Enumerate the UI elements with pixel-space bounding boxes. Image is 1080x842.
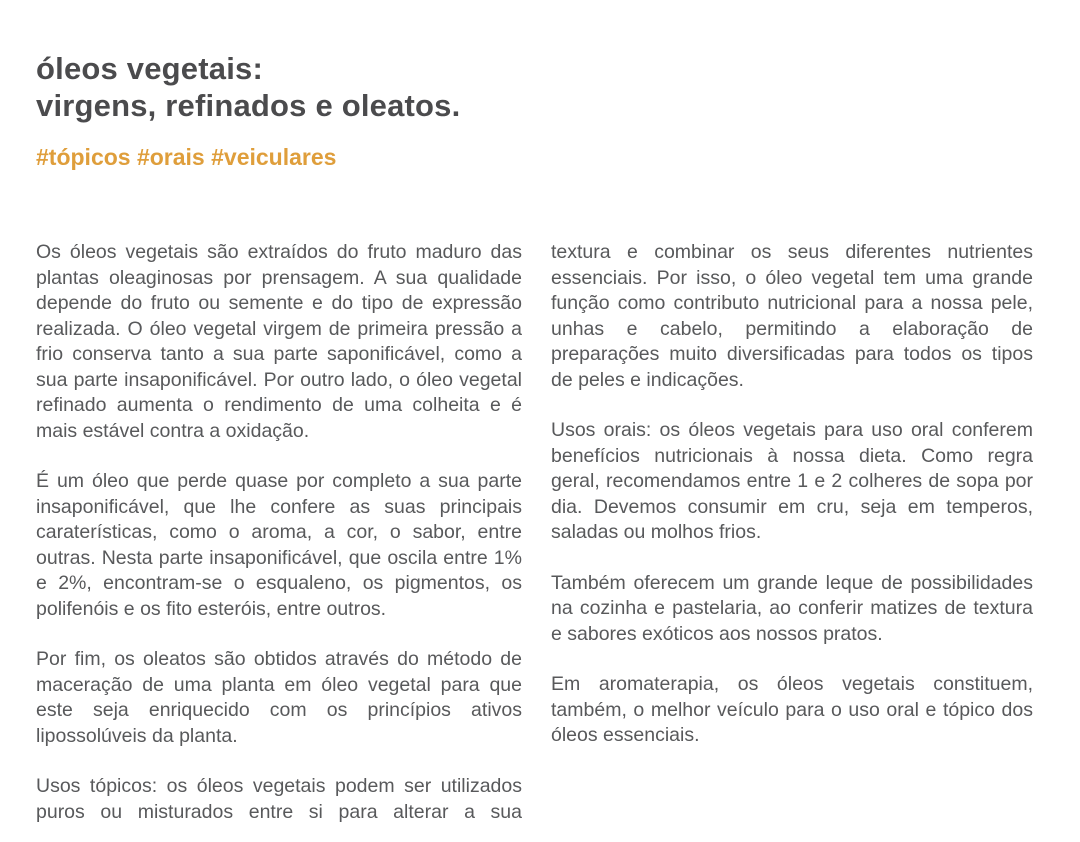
paragraph-usos-orais: Usos orais: os óleos vegetais para uso oral conferem benefícios nutricionais à nossa dieta. Como regra geral, recomendamos entre 1 e 2 colheres de sopa por dia. Devemos consumir em cru, seja em temperos, saladas ou molhos frios. bbox=[551, 419, 1033, 543]
paragraph-usos-topicos: Usos tópicos: os óleos vegetais podem ser utilizados puros ou misturados entre si para alterar a sua bbox=[36, 775, 522, 823]
paragraph-oleatos: Por fim, os oleatos são obtidos através do método de maceração de uma planta em óleo vegetal para que este seja enriquecido com os princípios ativos lipossolúveis da planta. bbox=[36, 648, 522, 747]
right-column bbox=[551, 240, 1033, 825]
paragraph-aromaterapia: Em aromaterapia, os óleos vegetais constituem, também, o melhor veículo para o uso oral e tópico dos óleos essenciais. bbox=[551, 673, 1033, 746]
article-body bbox=[36, 240, 1033, 825]
paragraph-cozinha: Também oferecem um grande leque de possibilidades na cozinha e pastelaria, ao conferir matizes de textura e sabores exóticos aos nossos pratos. bbox=[551, 571, 1033, 645]
page-title-line-1: óleos vegetais: bbox=[36, 51, 263, 86]
hashtags: #tópicos #orais #veiculares bbox=[36, 144, 337, 170]
left-column bbox=[36, 240, 522, 825]
page-title bbox=[36, 50, 1033, 124]
article-header bbox=[36, 50, 1033, 170]
paragraph-intro: Os óleos vegetais são extraídos do fruto maduro das plantas oleaginosas por prensagem. A sua qualidade depende do fruto ou semente e do tipo de expressão realizada. O óleo vegetal virgem de primeira pressão a frio conserva tanto a sua parte saponificável, como a sua parte insaponificável. Por outro lado, o óleo vegetal refinado aumenta o rendimento de uma colheita e é mais estável contra a oxidação. bbox=[36, 241, 522, 442]
paragraph-usos-topicos-continuacao: textura e combinar os seus diferentes nutrientes essenciais. Por isso, o óleo vegetal tem uma grande função como contributo nutricional para a nossa pele, unhas e cabelo, permitindo a elaboração de preparações muito diversificadas para todos os tipos de peles e indicações. bbox=[551, 241, 1033, 391]
paragraph-insaponificavel: É um óleo que perde quase por completo a sua parte insaponificável, que lhe confere as suas principais caraterísticas, como o aroma, a cor, o sabor, entre outras. Nesta parte insaponificável, que oscila entre 1% e 2%, encontram-se o esqualeno, os pigmentos, os polifenóis e os fito esteróis, entre outros. bbox=[36, 470, 522, 620]
page-title-line-2: virgens, refinados e oleatos. bbox=[36, 88, 461, 123]
